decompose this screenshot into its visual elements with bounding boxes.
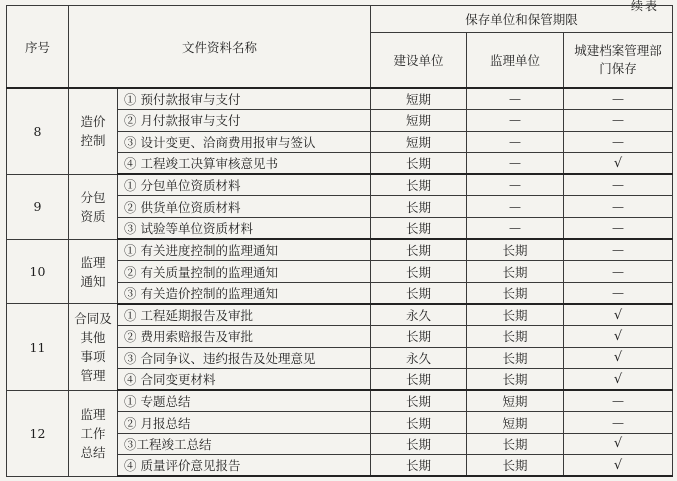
supervision-period-cell: 长期 [467, 326, 564, 347]
supervision-period-cell: 长期 [467, 239, 564, 261]
table-row [7, 239, 673, 261]
table-body [7, 88, 673, 476]
row-category: 监理 通知 [69, 239, 118, 304]
table-row [7, 88, 673, 110]
construction-period-cell: 短期 [371, 88, 467, 110]
construction-period-cell: 长期 [371, 282, 467, 304]
row-seq: 11 [7, 304, 69, 390]
supervision-period-cell: 长期 [467, 304, 564, 326]
header-construction: 建设单位 [371, 33, 467, 89]
document-name-cell: ② 月付款报审与支付 [118, 110, 371, 131]
construction-period-cell: 长期 [371, 390, 467, 412]
archive-storage-cell: — [564, 239, 673, 261]
header-supervision: 监理单位 [467, 33, 564, 89]
document-name-cell: ① 预付款报审与支付 [118, 88, 371, 110]
archive-storage-cell: — [564, 196, 673, 217]
archive-storage-cell: √ [564, 433, 673, 454]
archive-storage-cell: — [564, 261, 673, 282]
row-seq: 8 [7, 88, 69, 174]
table-row [7, 390, 673, 412]
row-seq: 12 [7, 390, 69, 476]
supervision-period-cell: 短期 [467, 390, 564, 412]
document-name-cell: ② 月报总结 [118, 412, 371, 433]
row-category: 造价 控制 [69, 88, 118, 174]
construction-period-cell: 长期 [371, 196, 467, 217]
supervision-period-cell: — [467, 196, 564, 217]
header-archive: 城建档案管理部门保存 [564, 33, 673, 89]
supervision-period-cell: 长期 [467, 455, 564, 477]
supervision-period-cell: 长期 [467, 347, 564, 368]
document-name-cell: ① 分包单位资质材料 [118, 174, 371, 196]
document-name-cell: ① 专题总结 [118, 390, 371, 412]
row-seq: 10 [7, 239, 69, 304]
document-name-cell: ④ 工程竣工决算审核意见书 [118, 152, 371, 174]
document-name-cell: ① 有关进度控制的监理通知 [118, 239, 371, 261]
archive-retention-table [6, 5, 673, 477]
continued-label: 续表 [630, 0, 659, 13]
supervision-period-cell: 长期 [467, 368, 564, 390]
document-name-cell: ④ 质量评价意见报告 [118, 455, 371, 477]
construction-period-cell: 长期 [371, 412, 467, 433]
construction-period-cell: 永久 [371, 347, 467, 368]
table-row [7, 174, 673, 196]
row-seq: 9 [7, 174, 69, 239]
archive-storage-cell: √ [564, 455, 673, 477]
row-category: 合同及 其他 事项 管理 [69, 304, 118, 390]
supervision-period-cell: — [467, 131, 564, 152]
supervision-period-cell: — [467, 88, 564, 110]
archive-storage-cell: — [564, 88, 673, 110]
document-name-cell: ② 有关质量控制的监理通知 [118, 261, 371, 282]
archive-storage-cell: — [564, 174, 673, 196]
table-row [7, 304, 673, 326]
supervision-period-cell: 短期 [467, 412, 564, 433]
construction-period-cell: 长期 [371, 174, 467, 196]
archive-storage-cell: — [564, 390, 673, 412]
supervision-period-cell: 长期 [467, 282, 564, 304]
table-header [7, 6, 673, 89]
document-name-cell: ④ 合同变更材料 [118, 368, 371, 390]
document-name-cell: ① 工程延期报告及审批 [118, 304, 371, 326]
construction-period-cell: 长期 [371, 217, 467, 239]
supervision-period-cell: 长期 [467, 261, 564, 282]
construction-period-cell: 长期 [371, 433, 467, 454]
document-name-cell: ③ 设计变更、洽商费用报审与签认 [118, 131, 371, 152]
construction-period-cell: 长期 [371, 326, 467, 347]
document-name-cell: ③工程竣工总结 [118, 433, 371, 454]
archive-storage-cell: — [564, 217, 673, 239]
construction-period-cell: 长期 [371, 239, 467, 261]
construction-period-cell: 永久 [371, 304, 467, 326]
archive-storage-cell: √ [564, 304, 673, 326]
archive-storage-cell: — [564, 412, 673, 433]
document-name-cell: ③ 合同争议、违约报告及处理意见 [118, 347, 371, 368]
header-period: 保存单位和保管期限 [371, 6, 673, 33]
supervision-period-cell: — [467, 174, 564, 196]
construction-period-cell: 长期 [371, 152, 467, 174]
archive-storage-cell: — [564, 131, 673, 152]
document-name-cell: ③ 有关造价控制的监理通知 [118, 282, 371, 304]
archive-storage-cell: √ [564, 152, 673, 174]
document-name-cell: ② 费用索赔报告及审批 [118, 326, 371, 347]
row-category: 监理 工作 总结 [69, 390, 118, 476]
supervision-period-cell: — [467, 110, 564, 131]
header-name: 文件资料名称 [69, 6, 371, 89]
supervision-period-cell: — [467, 217, 564, 239]
construction-period-cell: 短期 [371, 110, 467, 131]
row-category: 分包 资质 [69, 174, 118, 239]
archive-storage-cell: — [564, 110, 673, 131]
construction-period-cell: 短期 [371, 131, 467, 152]
construction-period-cell: 长期 [371, 261, 467, 282]
archive-storage-cell: √ [564, 368, 673, 390]
supervision-period-cell: — [467, 152, 564, 174]
construction-period-cell: 长期 [371, 455, 467, 477]
construction-period-cell: 长期 [371, 368, 467, 390]
header-seq: 序号 [7, 6, 69, 89]
document-name-cell: ② 供货单位资质材料 [118, 196, 371, 217]
supervision-period-cell: 长期 [467, 433, 564, 454]
archive-storage-cell: √ [564, 326, 673, 347]
document-name-cell: ③ 试验等单位资质材料 [118, 217, 371, 239]
archive-storage-cell: √ [564, 347, 673, 368]
archive-storage-cell: — [564, 282, 673, 304]
